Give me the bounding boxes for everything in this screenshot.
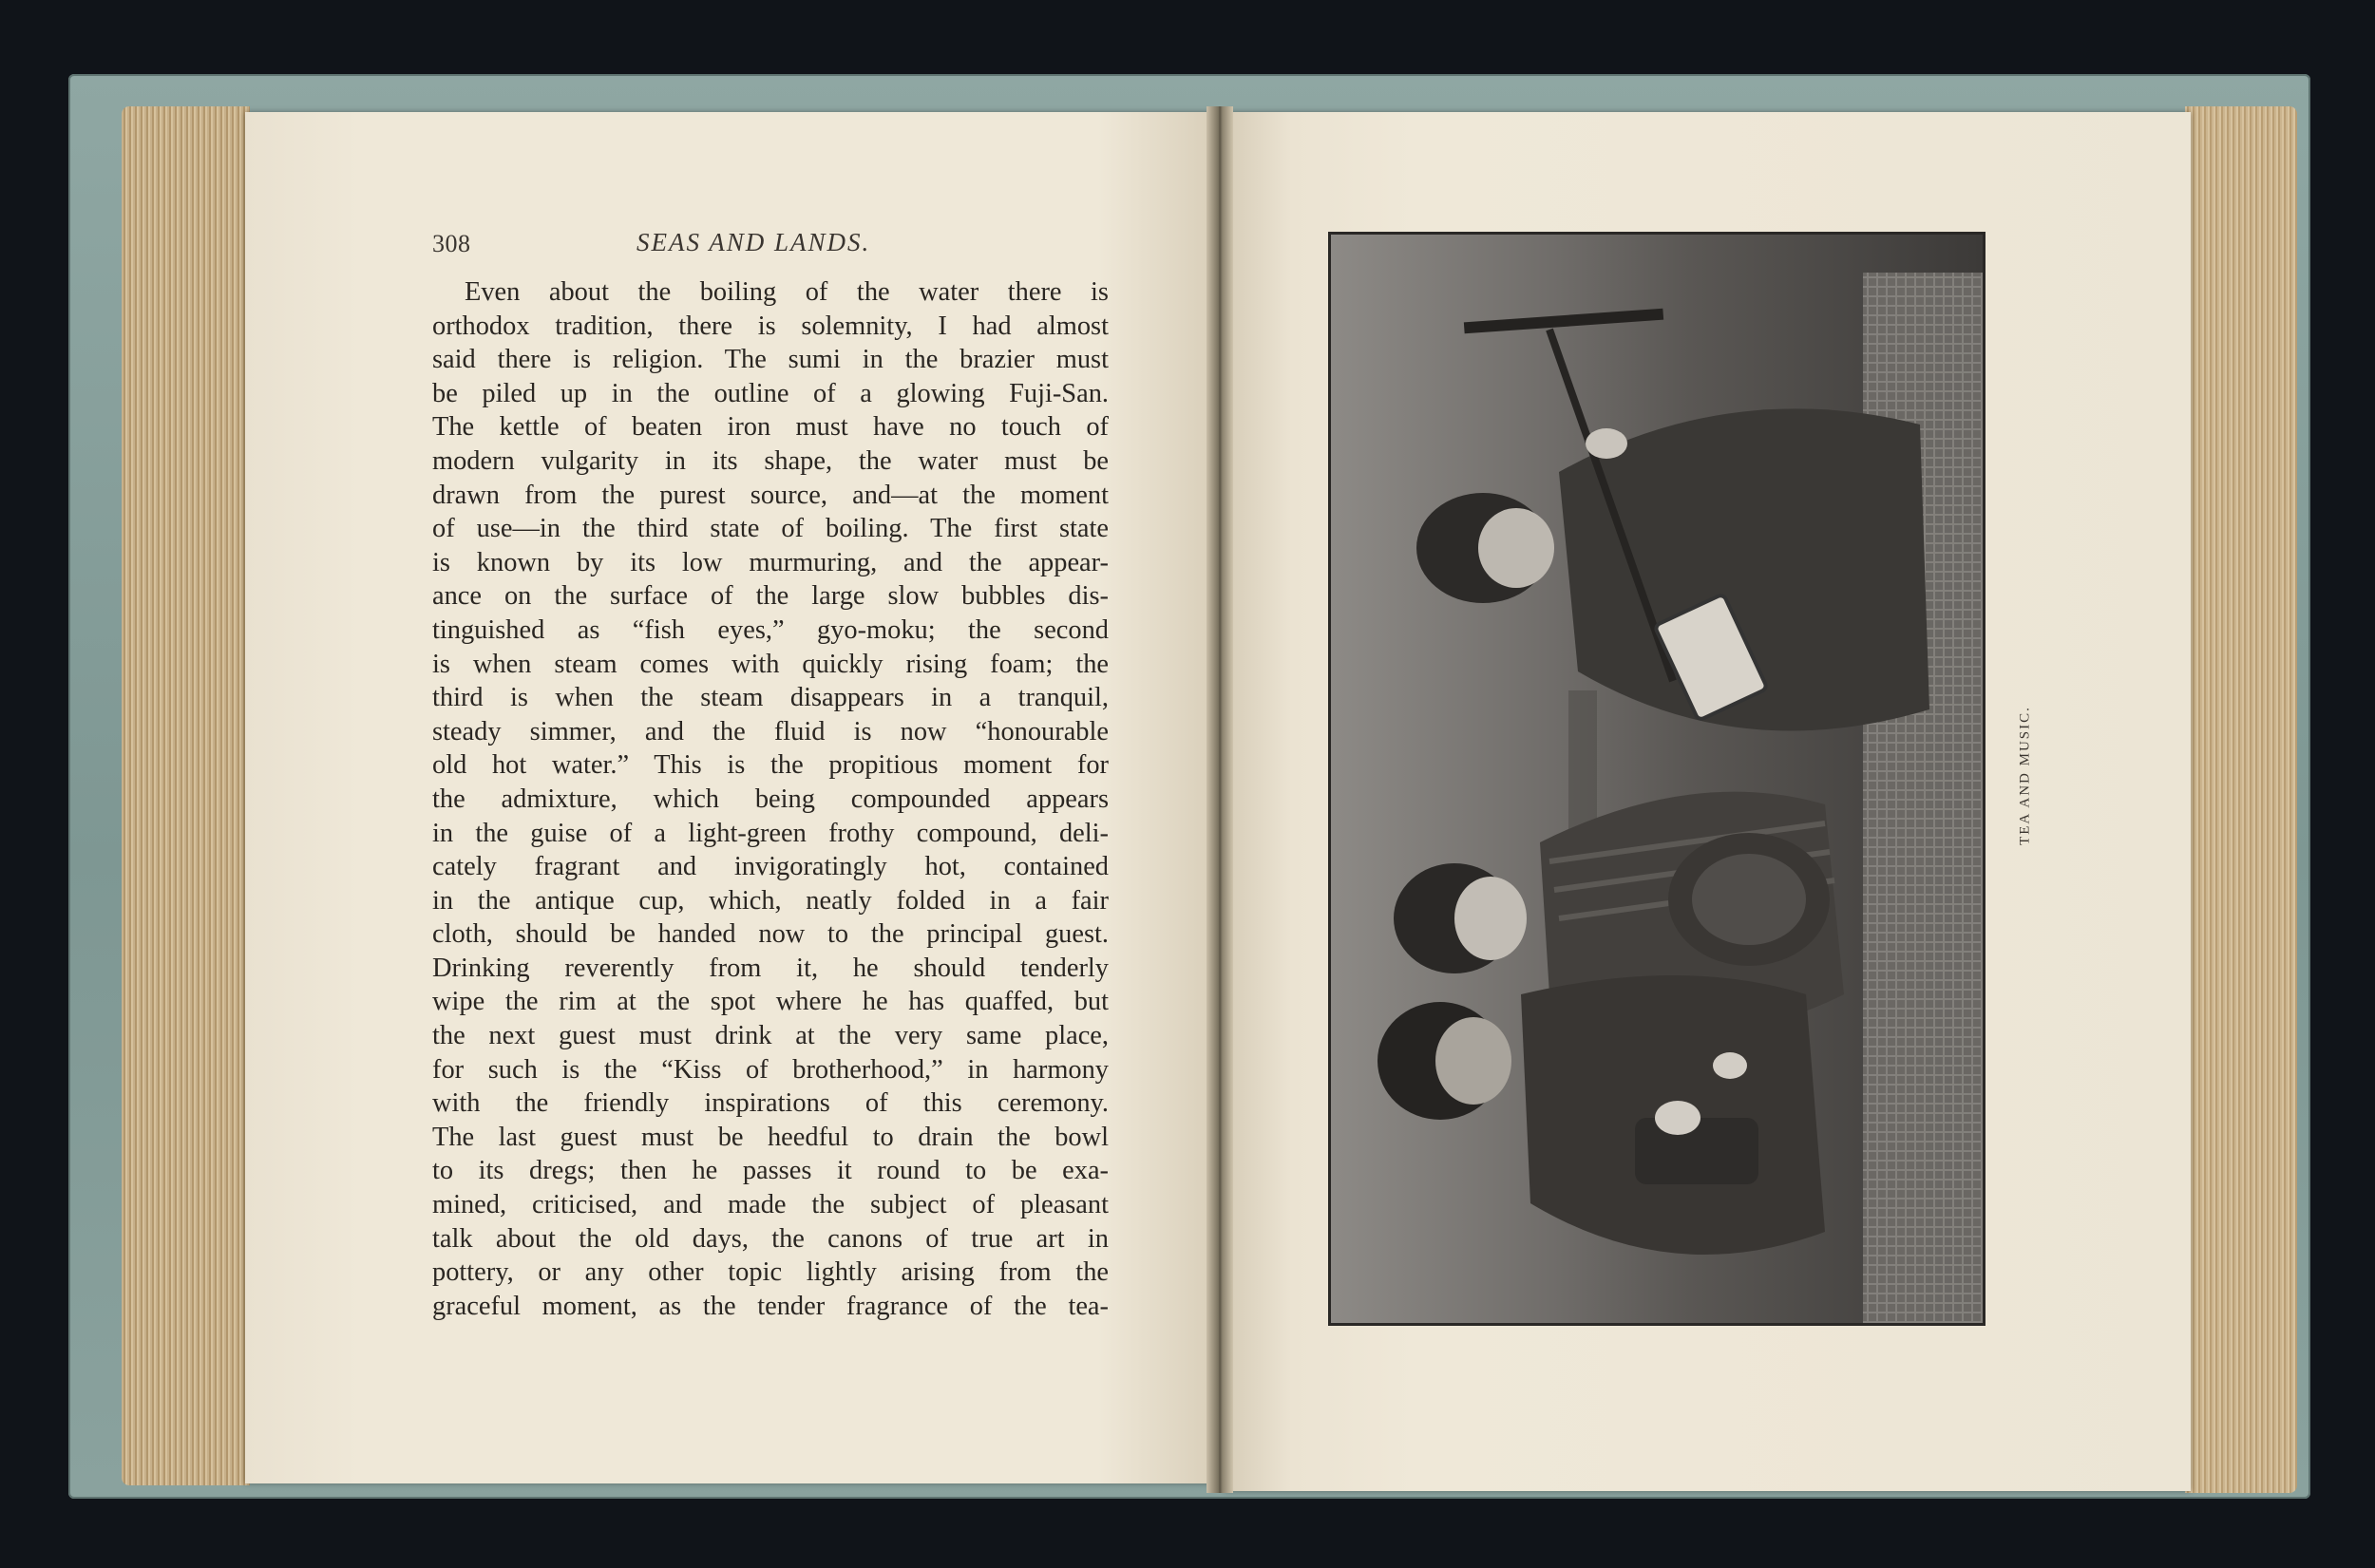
text-line: The kettle of beaten iron must have no touch of <box>432 412 1109 443</box>
text-line: ance on the surface of the large slow bubbles dis- <box>432 581 1109 612</box>
text-line: wipe the rim at the spot where he has quaffed, but <box>432 987 1109 1017</box>
text-line: drawn from the purest source, and—at the moment <box>432 480 1109 510</box>
text-line: steady simmer, and the fluid is now “honourable <box>432 716 1109 746</box>
text-line: The last guest must be heedful to drain the bowl <box>432 1122 1109 1152</box>
photo-plate <box>1328 232 1986 1326</box>
text-line: modern vulgarity in its shape, the water must be <box>432 445 1109 476</box>
text-line: orthodox tradition, there is solemnity, I had almost <box>432 311 1109 341</box>
text-line: cately fragrant and invigoratingly hot, contained <box>432 852 1109 882</box>
text-line: the admixture, which being compounded appears <box>432 784 1109 814</box>
page-number: 308 <box>432 230 471 257</box>
text-line: cloth, should be handed now to the principal guest. <box>432 919 1109 950</box>
text-line: old hot water.” This is the propitious moment for <box>432 750 1109 781</box>
text-line: mined, criticised, and made the subject of pleasant <box>432 1190 1109 1220</box>
left-page-edges <box>122 106 250 1485</box>
text-line: graceful moment, as the tender fragrance of the tea- <box>432 1291 1109 1321</box>
body-text <box>432 275 1109 1323</box>
text-line: of use—in the third state of boiling. The first state <box>432 514 1109 544</box>
running-head <box>432 228 1126 266</box>
tea-and-music-illustration <box>1331 235 1983 1323</box>
text-line: is when steam comes with quickly rising foam; the <box>432 649 1109 679</box>
running-head-title: SEAS AND LANDS. <box>636 228 871 256</box>
text-line: Drinking reverently from it, he should tenderly <box>432 953 1109 983</box>
book-gutter <box>1206 106 1233 1493</box>
text-line: the next guest must drink at the very same place, <box>432 1021 1109 1051</box>
text-line: talk about the old days, the canons of true art in <box>432 1223 1109 1254</box>
text-line: with the friendly inspirations of this ceremony. <box>432 1088 1109 1119</box>
text-line: said there is religion. The sumi in the brazier must <box>432 345 1109 375</box>
text-line: in the guise of a light-green frothy compound, deli- <box>432 818 1109 848</box>
plate-caption-text: TEA AND MUSIC. <box>2017 706 2033 845</box>
right-page-edges <box>2185 106 2297 1493</box>
text-line: third is when the steam disappears in a tranquil, <box>432 683 1109 713</box>
text-line: in the antique cup, which, neatly folded in a fair <box>432 885 1109 916</box>
text-line: for such is the “Kiss of brotherhood,” in harmony <box>432 1054 1109 1085</box>
plate-caption <box>2006 705 2035 857</box>
text-line: is known by its low murmuring, and the appear- <box>432 547 1109 577</box>
text-line: be piled up in the outline of a glowing Fuji-San. <box>432 378 1109 408</box>
text-line: Even about the boiling of the water there is <box>465 277 1109 307</box>
text-line: to its dregs; then he passes it round to be exa- <box>432 1156 1109 1186</box>
text-line: pottery, or any other topic lightly arising from the <box>432 1257 1109 1288</box>
text-line: tinguished as “fish eyes,” gyo-moku; the second <box>432 614 1109 645</box>
